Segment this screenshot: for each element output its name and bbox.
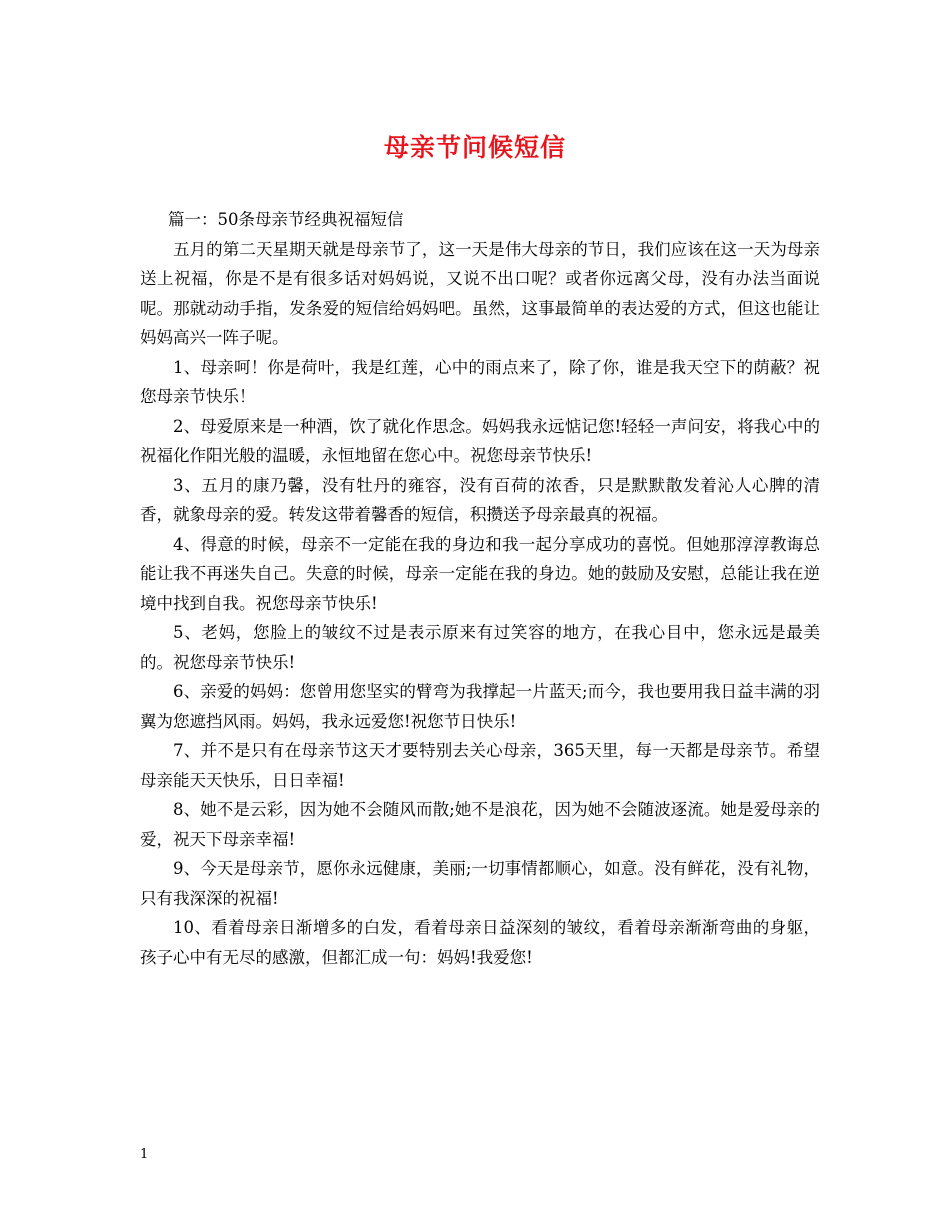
message-item-7: 7、并不是只有在母亲节这天才要特别去关心母亲，365天里，每一天都是母亲节。希望母亲能天天快乐，日日幸福! — [140, 741, 820, 790]
document-body — [140, 205, 820, 972]
message-item-5: 5、老妈，您脸上的皱纹不过是表示原来有过笑容的地方，在我心目中，您永远是最美的。祝您母亲节快乐! — [140, 623, 820, 672]
message-item-4: 4、得意的时候，母亲不一定能在我的身边和我一起分享成功的喜悦。但她那淳淳教诲总能让我不再迷失自己。失意的时候，母亲一定能在我的身边。她的鼓励及安慰，总能让我在逆境中找到自我。祝您母亲节快乐! — [140, 534, 820, 613]
intro-paragraph: 五月的第二天星期天就是母亲节了，这一天是伟大母亲的节日，我们应该在这一天为母亲送上祝福，你是不是有很多话对妈妈说，又说不出口呢？或者你远离父母，没有办法当面说呢。那就动动手指，发条爱的短信给妈妈吧。虽然，这事最简单的表达爱的方式，但这也能让妈妈高兴一阵子呢。 — [140, 239, 820, 347]
message-item-1: 1、母亲呵！你是荷叶，我是红莲，心中的雨点来了，除了你，谁是我天空下的荫蔽？祝您母亲节快乐！ — [140, 357, 820, 406]
page-title: 母亲节问候短信 — [383, 133, 566, 162]
message-item-10: 10、看着母亲日渐增多的白发，看着母亲日益深刻的皱纹，看着母亲渐渐弯曲的身躯，孩子心中有无尽的感激，但都汇成一句：妈妈!我爱您! — [140, 918, 820, 967]
message-item-3: 3、五月的康乃馨，没有牡丹的雍容，没有百荷的浓香，只是默默散发着沁人心脾的清香，就象母亲的爱。转发这带着馨香的短信，积攒送予母亲最真的祝福。 — [140, 475, 820, 524]
message-item-2: 2、母爱原来是一种酒，饮了就化作思念。妈妈我永远惦记您!轻轻一声问安，将我心中的祝福化作阳光般的温暖，永恒地留在您心中。祝您母亲节快乐! — [140, 416, 820, 465]
section-heading: 篇一：50条母亲节经典祝福短信 — [168, 210, 404, 229]
page-number: 1 — [140, 1147, 149, 1162]
message-item-8: 8、她不是云彩，因为她不会随风而散;她不是浪花，因为她不会随波逐流。她是爱母亲的爱，祝天下母亲幸福! — [140, 800, 820, 849]
message-item-9: 9、今天是母亲节，愿你永远健康，美丽;一切事情都顺心，如意。没有鲜花，没有礼物，只有我深深的祝福! — [140, 859, 820, 908]
message-item-6: 6、亲爱的妈妈：您曾用您坚实的臂弯为我撑起一片蓝天;而今，我也要用我日益丰满的羽翼为您遮挡风雨。妈妈，我永远爱您!祝您节日快乐! — [140, 682, 820, 731]
